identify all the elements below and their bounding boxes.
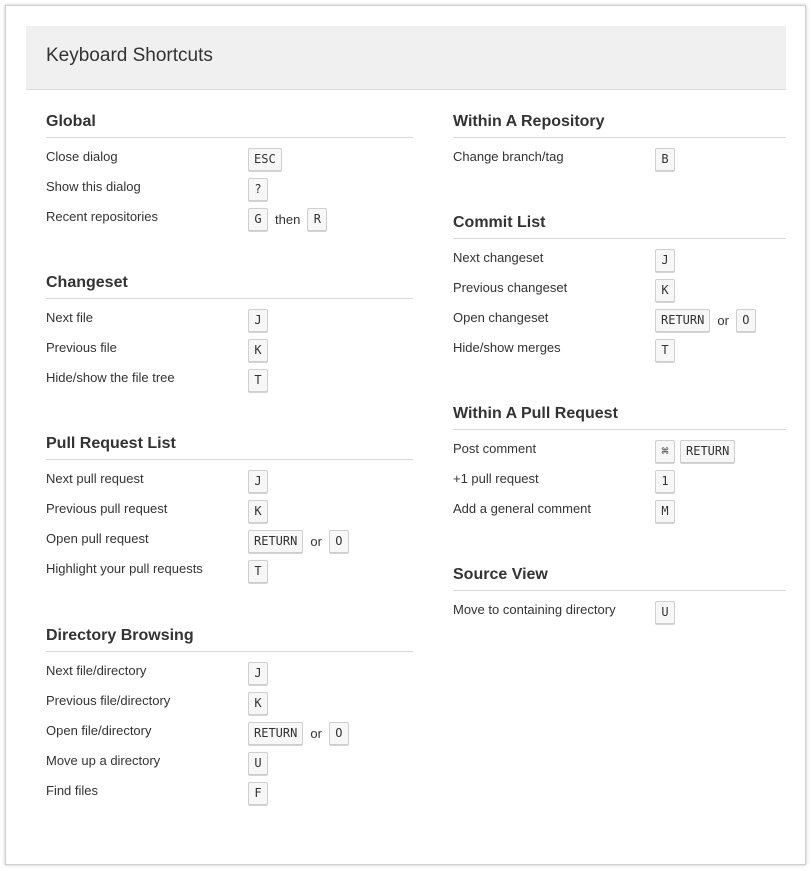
key-cap: R: [307, 208, 327, 231]
shortcut-row: [453, 436, 786, 466]
shortcut-label: Next pull request: [46, 471, 144, 486]
shortcut-keys: [248, 148, 282, 171]
section-directory-browsing: [46, 621, 413, 808]
section-heading: Directory Browsing: [46, 621, 413, 652]
key-cap: J: [248, 309, 268, 332]
key-cap: J: [248, 662, 268, 685]
key-joiner: then: [275, 212, 301, 227]
section-global: [46, 107, 413, 234]
key-joiner: or: [310, 726, 322, 741]
key-cap: T: [248, 560, 268, 583]
shortcut-row: [46, 204, 413, 234]
shortcut-keys: [655, 148, 675, 171]
shortcut-row: [46, 778, 413, 808]
shortcut-keys: [248, 309, 268, 332]
shortcut-keys: [248, 470, 268, 493]
key-cap: RETURN: [248, 722, 303, 745]
key-cap: T: [655, 339, 675, 362]
shortcut-label: Open changeset: [453, 310, 549, 325]
shortcut-row: [46, 556, 413, 586]
key-cap: K: [248, 339, 268, 362]
shortcut-row: [46, 496, 413, 526]
section-within-a-repository: [453, 107, 786, 174]
shortcut-label: Show this dialog: [46, 179, 141, 194]
key-cap: O: [736, 309, 756, 332]
shortcut-list: [453, 436, 786, 526]
shortcut-keys: [655, 249, 675, 272]
shortcut-row: [453, 275, 786, 305]
shortcut-list: [46, 466, 413, 586]
shortcut-label: Change branch/tag: [453, 149, 564, 164]
shortcut-list: [453, 144, 786, 174]
shortcut-list: [46, 144, 413, 234]
section-pull-request-list: [46, 429, 413, 586]
shortcut-keys: [655, 500, 675, 523]
shortcut-keys: [248, 560, 268, 583]
shortcut-row: [46, 365, 413, 395]
shortcut-keys: [248, 208, 327, 231]
shortcut-keys: [655, 601, 675, 624]
key-cap: F: [248, 782, 268, 805]
key-cap: M: [655, 500, 675, 523]
shortcut-row: [46, 466, 413, 496]
shortcut-label: Open pull request: [46, 531, 149, 546]
shortcut-keys: [248, 752, 268, 775]
shortcut-row: [453, 305, 786, 335]
key-cap: ESC: [248, 148, 282, 171]
key-cap: J: [248, 470, 268, 493]
section-heading: Within A Repository: [453, 107, 786, 138]
shortcut-row: [453, 466, 786, 496]
shortcut-label: Post comment: [453, 441, 537, 456]
key-cap: U: [248, 752, 268, 775]
shortcut-list: [46, 305, 413, 395]
shortcut-keys: [248, 662, 268, 685]
key-cap: J: [655, 249, 675, 272]
key-cap: B: [655, 148, 675, 171]
shortcut-label: Highlight your pull requests: [46, 561, 203, 576]
key-cap: K: [248, 500, 268, 523]
section-heading: Changeset: [46, 268, 413, 299]
shortcut-keys: [655, 440, 735, 463]
key-cap: RETURN: [248, 530, 303, 553]
shortcut-label: +1 pull request: [453, 471, 539, 486]
key-cap: K: [248, 692, 268, 715]
shortcut-label: Find files: [46, 783, 99, 798]
shortcut-label: Hide/show merges: [453, 340, 561, 355]
key-cap: ⌘: [655, 440, 675, 463]
shortcut-label: Next file: [46, 310, 93, 325]
shortcut-row: [46, 658, 413, 688]
shortcut-keys: [655, 309, 756, 332]
shortcut-keys: [248, 782, 268, 805]
shortcut-row: [453, 335, 786, 365]
shortcut-label: Add a general comment: [453, 501, 592, 516]
shortcut-list: [453, 597, 786, 627]
key-cap: RETURN: [680, 440, 735, 463]
key-cap: O: [329, 722, 349, 745]
section-within-a-pull-request: [453, 399, 786, 526]
section-heading: Within A Pull Request: [453, 399, 786, 430]
section-heading: Commit List: [453, 208, 786, 239]
key-joiner: or: [717, 313, 729, 328]
section-commit-list: [453, 208, 786, 365]
shortcut-label: Previous changeset: [453, 280, 568, 295]
shortcut-keys: [248, 692, 268, 715]
shortcut-list: [46, 658, 413, 808]
key-cap: ?: [248, 178, 268, 201]
key-cap: 1: [655, 470, 675, 493]
shortcut-keys: [248, 178, 268, 201]
key-cap: O: [329, 530, 349, 553]
shortcut-keys: [248, 530, 349, 553]
shortcut-keys: [248, 369, 268, 392]
shortcut-label: Hide/show the file tree: [46, 370, 175, 385]
section-heading: Source View: [453, 560, 786, 591]
shortcut-label: Recent repositories: [46, 209, 158, 224]
shortcut-keys: [655, 279, 675, 302]
shortcut-keys: [248, 500, 268, 523]
shortcut-row: [453, 496, 786, 526]
shortcut-row: [453, 597, 786, 627]
key-cap: RETURN: [655, 309, 710, 332]
key-joiner: or: [310, 534, 322, 549]
keyboard-shortcuts-dialog: [5, 5, 806, 865]
dialog-header: [26, 26, 786, 90]
shortcut-row: [46, 688, 413, 718]
dialog-title: Keyboard Shortcuts: [46, 45, 213, 66]
shortcut-label: Next file/directory: [46, 663, 147, 678]
key-cap: U: [655, 601, 675, 624]
shortcut-row: [46, 335, 413, 365]
section-heading: Pull Request List: [46, 429, 413, 460]
shortcut-label: Open file/directory: [46, 723, 152, 738]
section-changeset: [46, 268, 413, 395]
section-source-view: [453, 560, 786, 627]
shortcut-row: [46, 718, 413, 748]
shortcut-row: [453, 144, 786, 174]
shortcut-keys: [248, 722, 349, 745]
shortcut-label: Previous file: [46, 340, 117, 355]
key-cap: G: [248, 208, 268, 231]
shortcut-row: [453, 245, 786, 275]
shortcut-row: [46, 144, 413, 174]
shortcut-row: [46, 526, 413, 556]
shortcut-keys: [655, 470, 675, 493]
shortcut-label: Move to containing directory: [453, 602, 616, 617]
shortcut-label: Previous pull request: [46, 501, 168, 516]
shortcut-row: [46, 305, 413, 335]
shortcut-label: Next changeset: [453, 250, 544, 265]
shortcut-label: Close dialog: [46, 149, 118, 164]
shortcut-keys: [248, 339, 268, 362]
key-cap: T: [248, 369, 268, 392]
shortcut-list: [453, 245, 786, 365]
shortcut-keys: [655, 339, 675, 362]
shortcut-label: Previous file/directory: [46, 693, 171, 708]
shortcut-row: [46, 748, 413, 778]
section-heading: Global: [46, 107, 413, 138]
key-cap: K: [655, 279, 675, 302]
shortcut-row: [46, 174, 413, 204]
shortcut-label: Move up a directory: [46, 753, 161, 768]
